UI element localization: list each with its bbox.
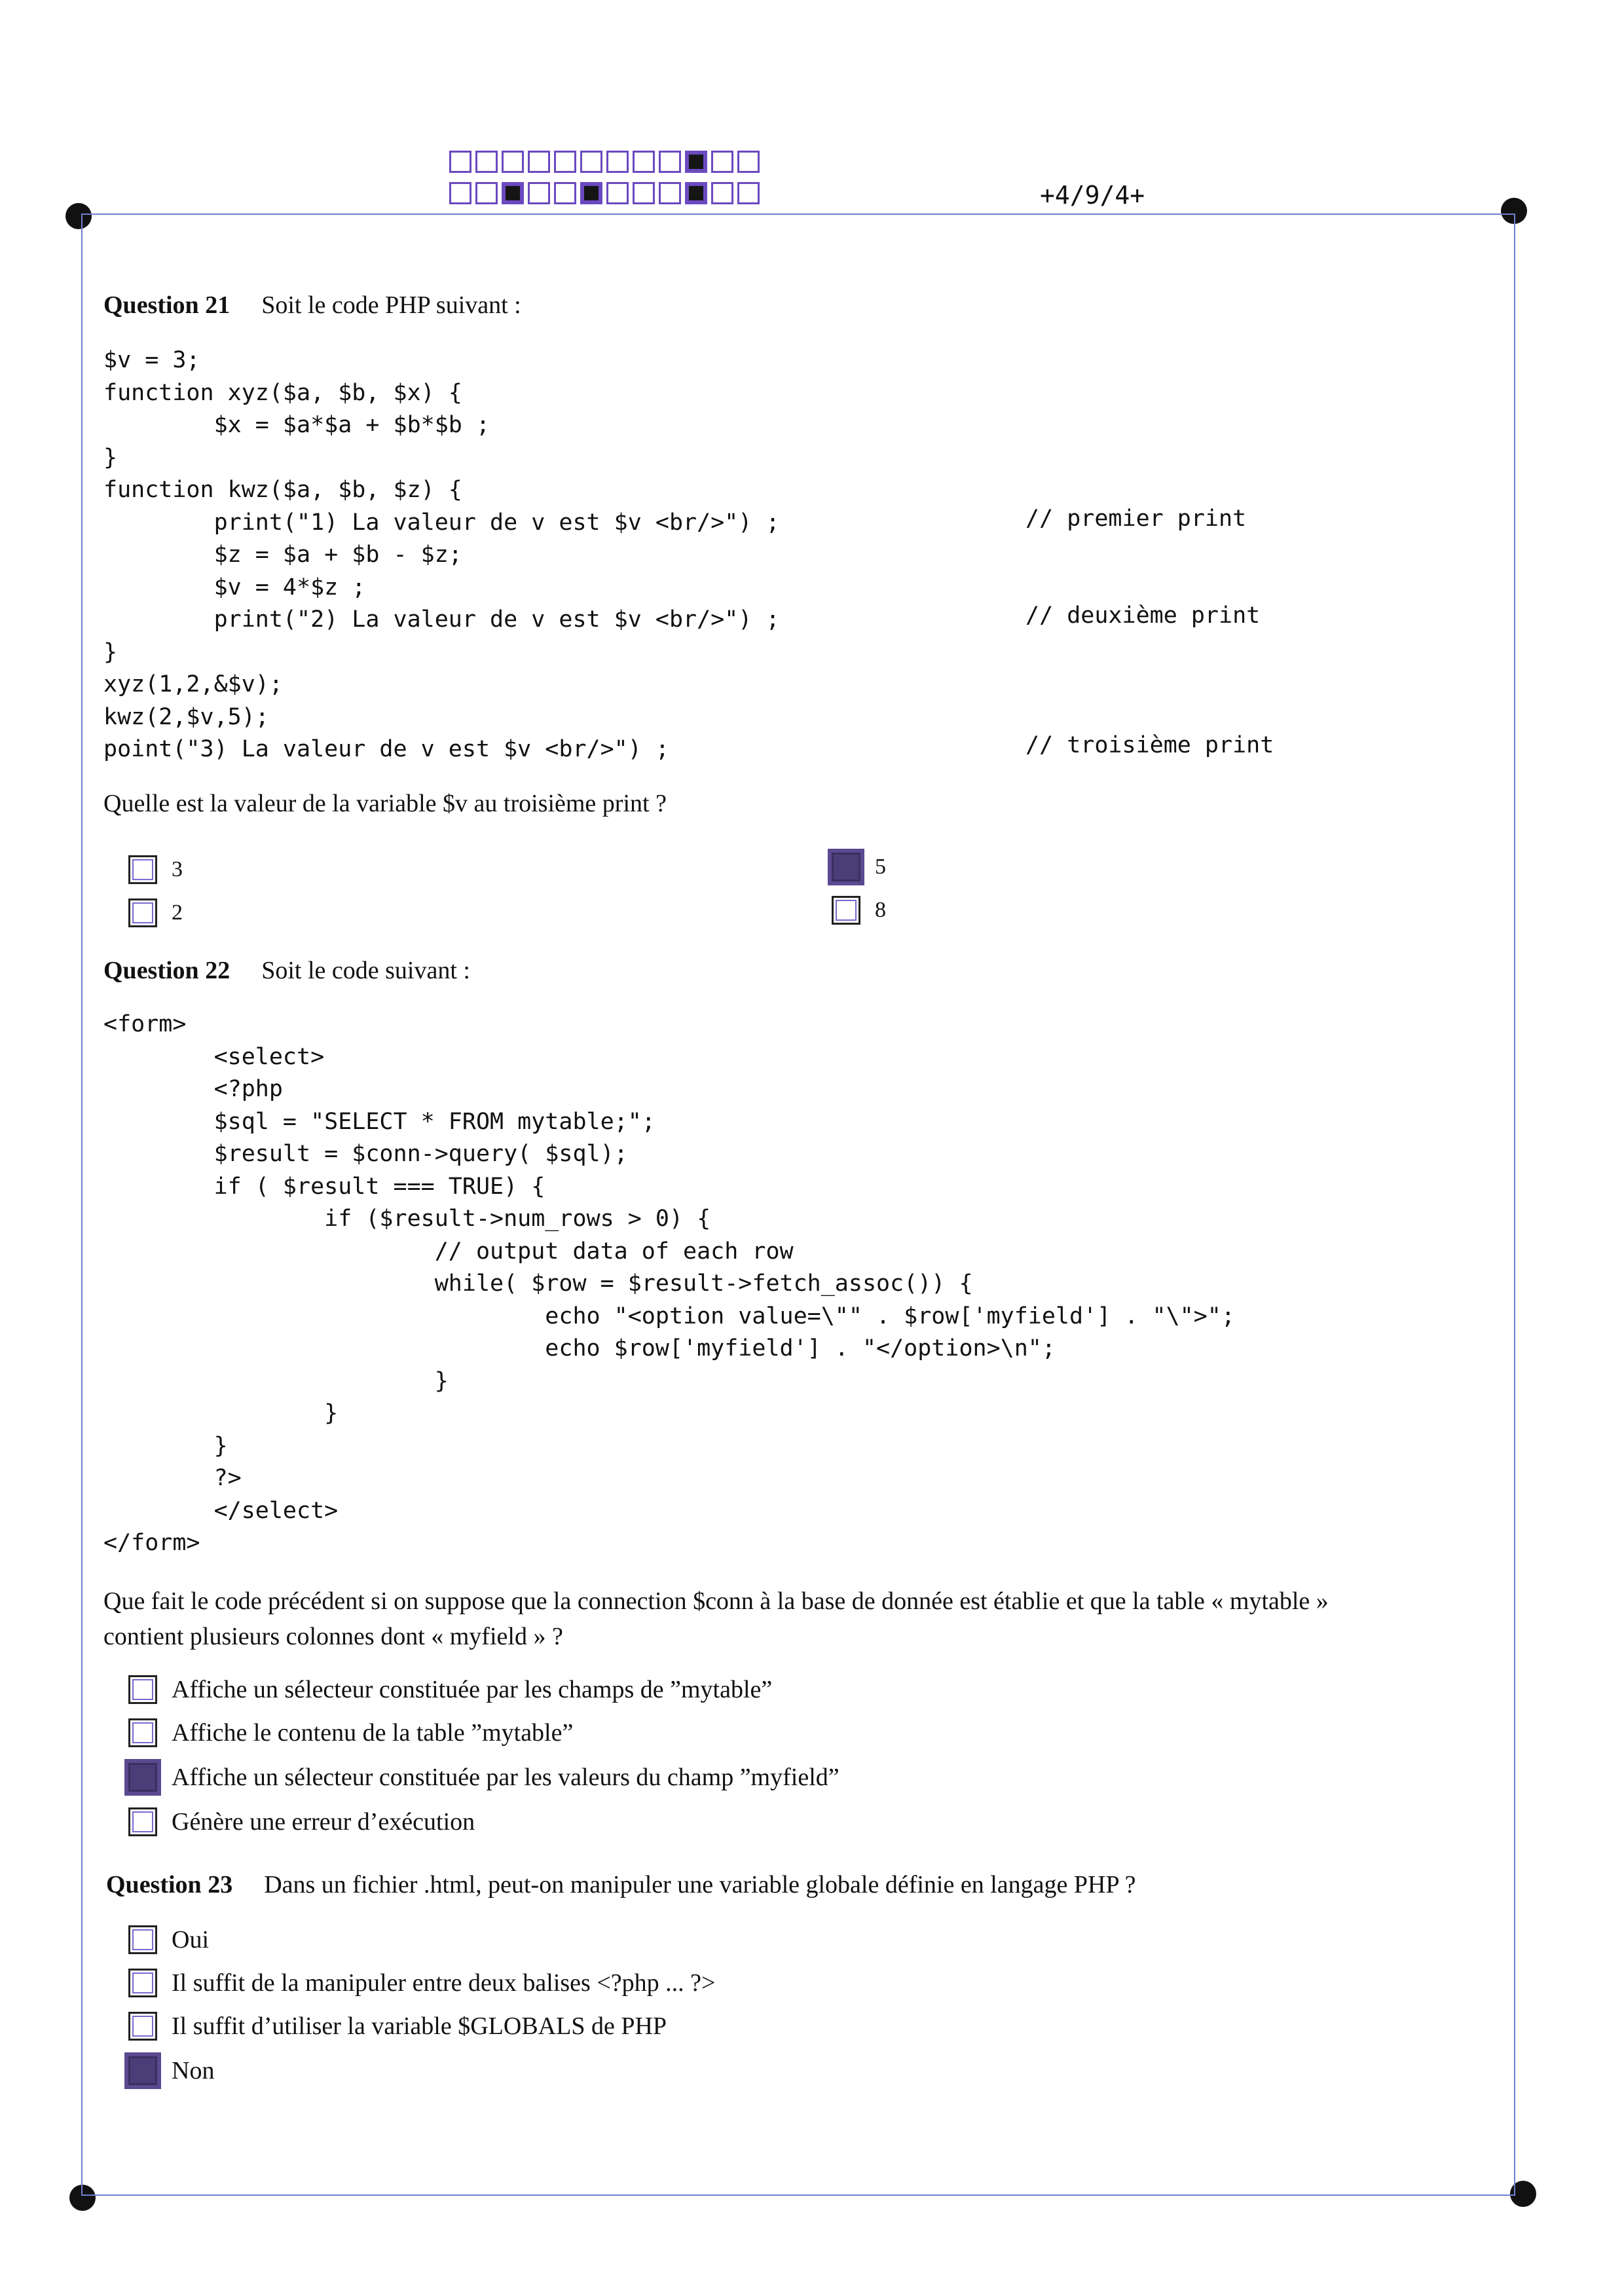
question-label: Question 23 xyxy=(106,1871,233,1898)
marker-cell-filled xyxy=(502,182,524,204)
answer-option[interactable] xyxy=(128,898,183,927)
question-23-header xyxy=(106,1870,1136,1899)
marker-cell-empty xyxy=(711,182,733,204)
checkbox-checked[interactable] xyxy=(832,853,860,881)
marker-cell-empty xyxy=(711,151,733,173)
checkbox[interactable] xyxy=(128,1925,157,1954)
marker-cell-filled xyxy=(685,182,707,204)
question-prompt: Soit le code suivant : xyxy=(261,957,470,984)
option-label: Affiche un sélecteur constituée par les valeurs du champ ”myfield” xyxy=(172,1764,840,1791)
marker-cell-empty xyxy=(606,182,629,204)
checkbox[interactable] xyxy=(832,896,860,925)
answer-option[interactable] xyxy=(832,853,886,881)
marker-code-row xyxy=(449,151,764,173)
checkbox-checked[interactable] xyxy=(128,2056,157,2085)
question-text-line: Que fait le code précédent si on suppose que la connection $conn à la base de donnée est établie et que la table « mytable » xyxy=(103,1587,1329,1615)
question-21-header xyxy=(103,291,521,320)
marker-cell-empty xyxy=(528,182,550,204)
marker-cell-empty xyxy=(737,182,760,204)
option-label: Affiche un sélecteur constituée par les champs de ”mytable” xyxy=(172,1676,773,1703)
option-label: Génère une erreur d’exécution xyxy=(172,1808,475,1836)
marker-cell-empty xyxy=(554,151,576,173)
question-label: Question 22 xyxy=(103,957,231,984)
code-comment: // troisième print xyxy=(1025,732,1274,758)
code-comment: // deuxième print xyxy=(1025,602,1261,629)
marker-cell-empty xyxy=(475,182,498,204)
question-prompt: Soit le code PHP suivant : xyxy=(261,291,521,319)
option-label: Affiche le contenu de la table ”mytable” xyxy=(172,1719,574,1747)
answer-option[interactable] xyxy=(128,855,183,884)
answer-option[interactable] xyxy=(128,1925,209,1954)
answer-option[interactable] xyxy=(128,2056,214,2085)
option-label: 3 xyxy=(172,857,183,881)
marker-cell-filled xyxy=(580,182,602,204)
answer-option[interactable] xyxy=(128,1675,772,1704)
marker-cell-empty xyxy=(633,182,655,204)
checkbox[interactable] xyxy=(128,898,157,927)
checkbox[interactable] xyxy=(128,1969,157,1997)
option-label: 2 xyxy=(172,900,183,925)
option-label: 8 xyxy=(875,898,886,922)
question-prompt: Dans un fichier .html, peut-on manipuler une variable globale définie en langage PHP ? xyxy=(264,1871,1136,1898)
marker-cell-empty xyxy=(633,151,655,173)
question-22-header xyxy=(103,956,470,985)
checkbox[interactable] xyxy=(128,1718,157,1747)
checkbox[interactable] xyxy=(128,1807,157,1836)
marker-cell-empty xyxy=(502,151,524,173)
code-comment: // premier print xyxy=(1025,506,1247,532)
answer-option[interactable] xyxy=(128,2012,667,2041)
checkbox-checked[interactable] xyxy=(128,1763,157,1792)
answer-option[interactable] xyxy=(832,896,886,925)
code-block-q22: <form> <select> <?php $sql = "SELECT * FROM mytable;"; $result = $conn->query( $sql); if ( $result === TRUE) { if ($result->num_rows > 0) { // output data of each row while( $row = $result->fetch_assoc()) { echo "<option value=\"" . $row['myfield'] . "\">"; echo $row['myfield'] . "</option>\n"; } } } ?> </select> </form> xyxy=(103,1011,1235,1556)
marker-cell-empty xyxy=(475,151,498,173)
question-text xyxy=(103,1583,1329,1654)
marker-cell-empty xyxy=(449,151,471,173)
marker-cell-empty xyxy=(659,151,681,173)
marker-cell-empty xyxy=(528,151,550,173)
marker-cell-empty xyxy=(659,182,681,204)
marker-cell-empty xyxy=(554,182,576,204)
answer-option[interactable] xyxy=(128,1763,840,1792)
page-id: +4/9/4+ xyxy=(1040,181,1145,210)
answer-option[interactable] xyxy=(128,1718,573,1747)
marker-cell-empty xyxy=(737,151,760,173)
code-block-q21: $v = 3; function xyz($a, $b, $x) { $x = $a*$a + $b*$b ; } function kwz($a, $b, $z) { print("1) La valeur de v est $v <br/>") ; $z = $a + $b - $z; $v = 4*$z ; print("2) La valeur de v est $v <br/>") ; } xyz(1,2,&$v); kwz(2,$v,5); point("3) La valeur de v est $v <br/>") ; xyxy=(103,347,780,762)
question-label: Question 21 xyxy=(103,291,231,319)
marker-cell-empty xyxy=(606,151,629,173)
option-label: 5 xyxy=(875,855,886,879)
marker-code-row xyxy=(449,182,764,204)
checkbox[interactable] xyxy=(128,2012,157,2041)
checkbox[interactable] xyxy=(128,1675,157,1704)
checkbox[interactable] xyxy=(128,855,157,884)
question-text: Quelle est la valeur de la variable $v au troisième print ? xyxy=(103,790,667,817)
option-label: Il suffit de la manipuler entre deux balises <?php ... ?> xyxy=(172,1969,716,1997)
marker-cell-empty xyxy=(580,151,602,173)
option-label: Oui xyxy=(172,1926,209,1953)
option-label: Il suffit d’utiliser la variable $GLOBALS de PHP xyxy=(172,2012,667,2040)
answer-option[interactable] xyxy=(128,1807,475,1836)
option-label: Non xyxy=(172,2057,215,2084)
marker-cell-filled xyxy=(685,151,707,173)
question-text-line: contient plusieurs colonnes dont « myfield » ? xyxy=(103,1623,563,1650)
marker-cell-empty xyxy=(449,182,471,204)
answer-option[interactable] xyxy=(128,1969,715,1997)
